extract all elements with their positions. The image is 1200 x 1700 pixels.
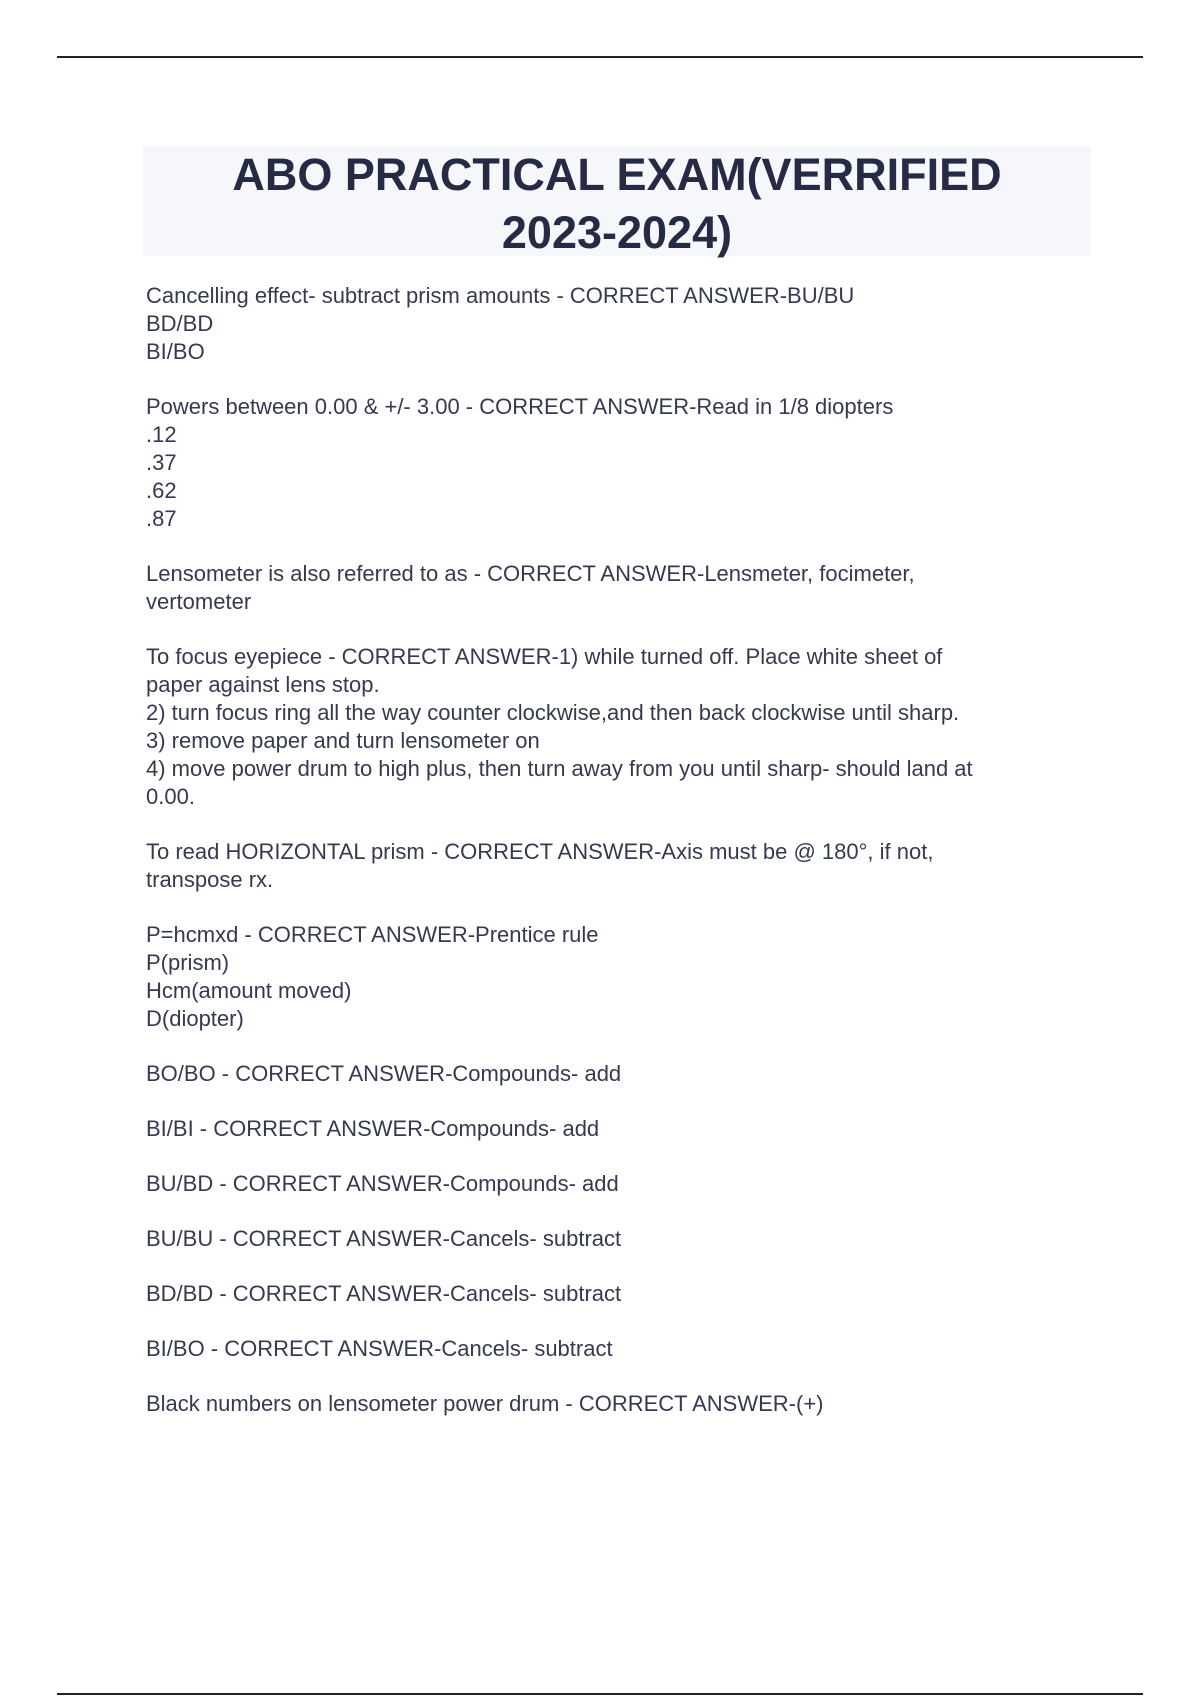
qa-item [146,1280,1076,1308]
qa-line: vertometer [146,589,252,614]
qa-line: Cancelling effect- subtract prism amounts - CORRECT ANSWER-BU/BU [146,283,855,308]
qa-line: transpose rx. [146,867,274,892]
qa-line: .62 [146,478,177,503]
qa-item [146,1225,1076,1253]
qa-line: paper against lens stop. [146,672,380,697]
qa-line: BD/BD - CORRECT ANSWER-Cancels- subtract [146,1281,622,1306]
qa-item [146,921,1076,1033]
qa-line: .87 [146,506,177,531]
document-title [143,146,1091,262]
title-line-1: ABO PRACTICAL EXAM(VERRIFIED [232,149,1002,200]
title-line-2: 2023-2024) [501,207,733,258]
qa-item [146,1060,1076,1088]
title-banner [143,146,1091,256]
qa-line: 0.00. [146,784,195,809]
qa-item [146,393,1076,533]
qa-line: To read HORIZONTAL prism - CORRECT ANSWER-Axis must be @ 180°, if not, [146,839,934,864]
qa-list [146,282,1076,1445]
qa-item [146,643,1076,811]
qa-line: To focus eyepiece - CORRECT ANSWER-1) while turned off. Place white sheet of [146,644,943,669]
qa-line: 3) remove paper and turn lensometer on [146,728,540,753]
qa-line: Hcm(amount moved) [146,978,352,1003]
bottom-rule [57,1693,1143,1695]
qa-item [146,838,1076,894]
qa-line: P(prism) [146,950,230,975]
qa-item [146,1335,1076,1363]
qa-line: P=hcmxd - CORRECT ANSWER-Prentice rule [146,922,599,947]
top-rule [57,56,1143,58]
qa-line: 4) move power drum to high plus, then turn away from you until sharp- should land at [146,756,973,781]
qa-item [146,282,1076,366]
qa-line: Black numbers on lensometer power drum - CORRECT ANSWER-(+) [146,1391,824,1416]
qa-line: BD/BD [146,311,214,336]
qa-line: BI/BI - CORRECT ANSWER-Compounds- add [146,1116,600,1141]
qa-line: Powers between 0.00 & +/- 3.00 - CORRECT ANSWER-Read in 1/8 diopters [146,394,894,419]
qa-line: BU/BD - CORRECT ANSWER-Compounds- add [146,1171,619,1196]
qa-line: .37 [146,450,177,475]
qa-line: D(diopter) [146,1006,244,1031]
qa-line: .12 [146,422,177,447]
qa-line: Lensometer is also referred to as - CORRECT ANSWER-Lensmeter, focimeter, [146,561,915,586]
qa-item [146,560,1076,616]
qa-line: 2) turn focus ring all the way counter clockwise,and then back clockwise until sharp. [146,700,960,725]
qa-line: BI/BO [146,339,205,364]
qa-item [146,1390,1076,1418]
qa-line: BU/BU - CORRECT ANSWER-Cancels- subtract [146,1226,622,1251]
qa-line: BI/BO - CORRECT ANSWER-Cancels- subtract [146,1336,613,1361]
qa-item [146,1170,1076,1198]
qa-item [146,1115,1076,1143]
qa-line: BO/BO - CORRECT ANSWER-Compounds- add [146,1061,622,1086]
